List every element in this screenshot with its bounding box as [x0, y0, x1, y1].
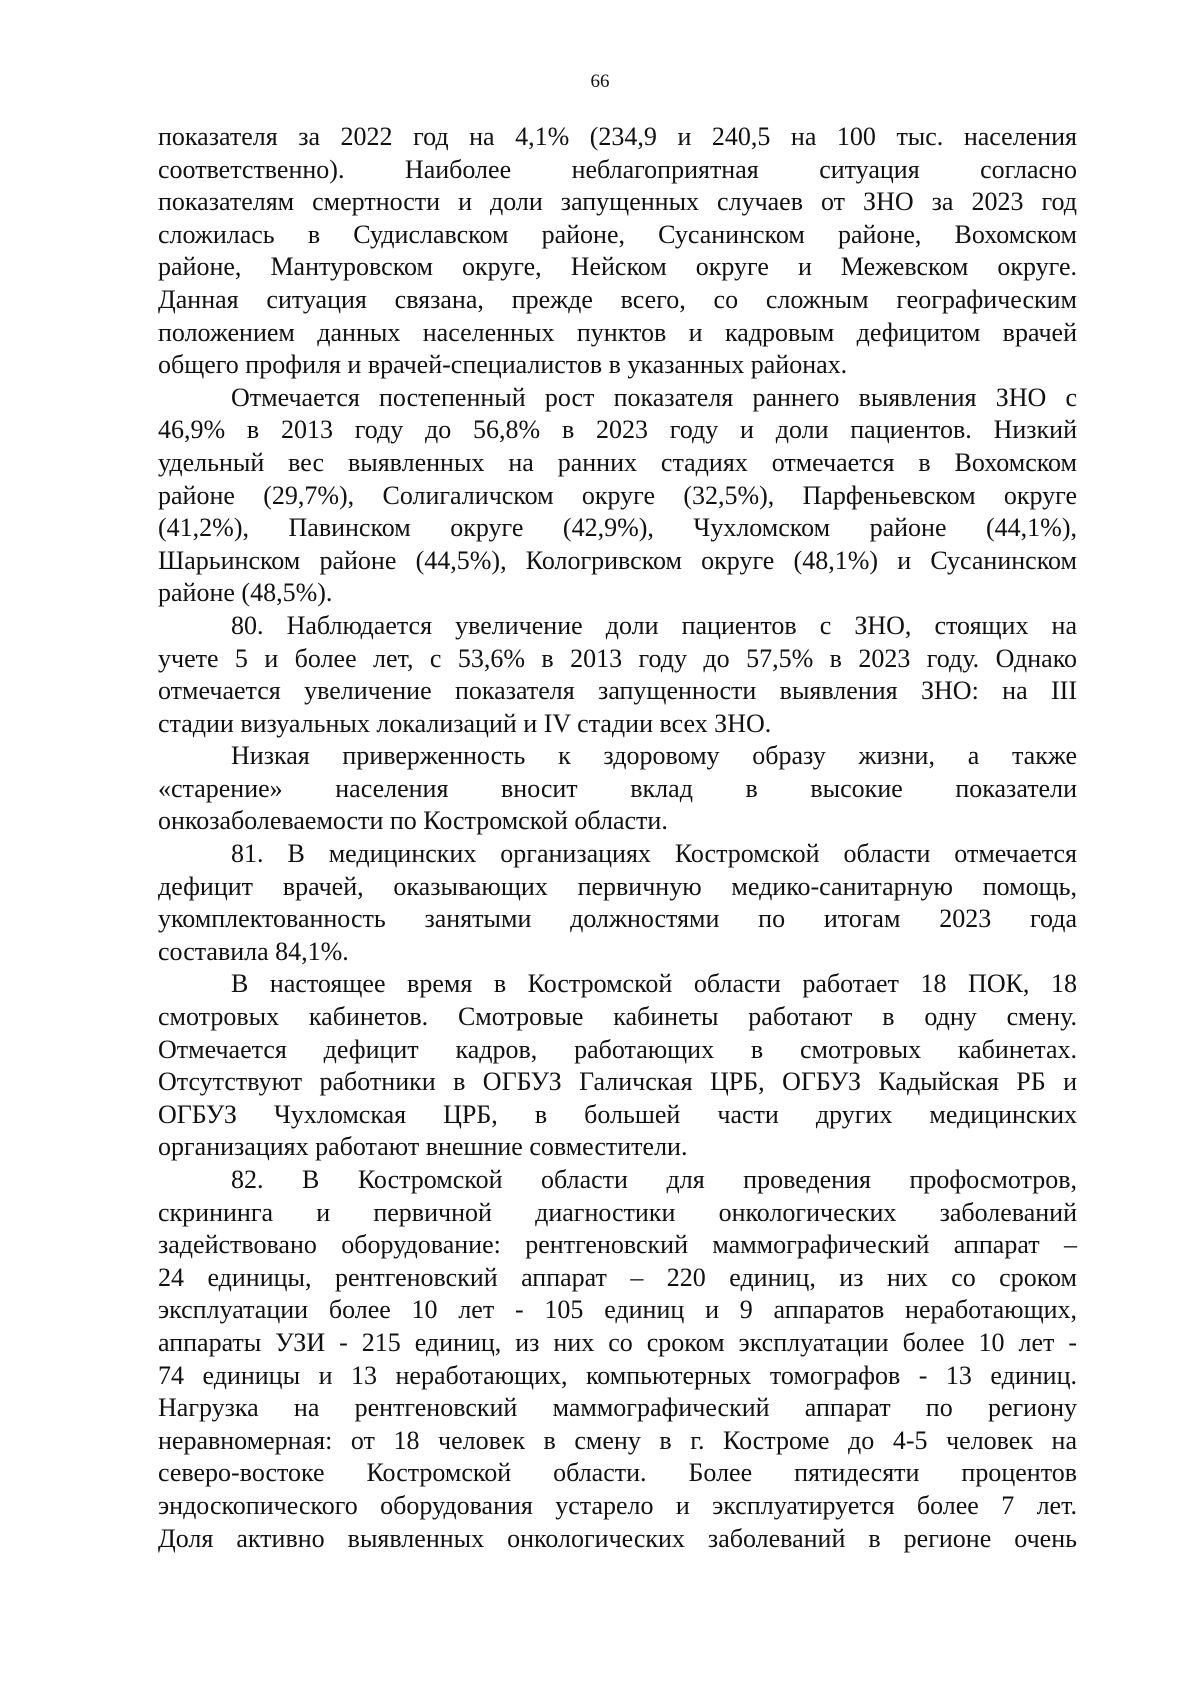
text-line: показателя за 2022 год на 4,1% (234,9 и 240,5 на 100 тыс. населения [158, 122, 1077, 151]
text-line: общего профиля и врачей-специалистов в указанных районах. [158, 350, 848, 380]
text-line: 82. В Костромской области для проведения профосмотров, [231, 1165, 1077, 1194]
text-line: эндоскопического оборудования устарело и эксплуатируется более 7 лет. [158, 1490, 1077, 1520]
text-line: аппараты УЗИ - 215 единиц, из них со сроком эксплуатации более 10 лет - [158, 1327, 1077, 1357]
text-line: составила 84,1%. [158, 936, 349, 966]
text-line: районе (48,5%). [158, 578, 333, 608]
text-line: Низкая приверженность к здоровому образу жизни, а также [231, 741, 1077, 771]
text-line: районе, Мантуровском округе, Нейском округе и Межевском округе. [158, 252, 1077, 282]
body-text [158, 121, 1077, 1555]
text-line: удельный вес выявленных на ранних стадиях отмечается в Вохомском [158, 447, 1077, 477]
text-line: 74 единицы и 13 неработающих, компьютерных томографов - 13 единиц. [158, 1360, 1077, 1390]
text-line: положением данных населенных пунктов и кадровым дефицитом врачей [158, 317, 1077, 347]
text-line: отмечается увеличение показателя запущенности выявления ЗНО: на III [158, 676, 1077, 706]
text-line: укомплектованность занятыми должностями по итогам 2023 года [158, 904, 1077, 934]
text-line: (41,2%), Павинском округе (42,9%), Чухломском районе (44,1%), [158, 513, 1077, 543]
text-line: смотровых кабинетов. Смотровые кабинеты работают в одну смену. [158, 1002, 1077, 1032]
text-line: неравномерная: от 18 человек в смену в г. Костроме до 4-5 человек на [158, 1425, 1077, 1455]
text-line: учете 5 и более лет, с 53,6% в 2013 году до 57,5% в 2023 году. Однако [158, 643, 1077, 673]
text-line: онкозаболеваемости по Костромской области. [158, 806, 668, 836]
text-line: задействовано оборудование: рентгеновский маммографический аппарат – [158, 1230, 1077, 1260]
text-line: Данная ситуация связана, прежде всего, со сложным географическим [158, 284, 1077, 314]
text-line: ОГБУЗ Чухломская ЦРБ, в большей части других медицинских [158, 1099, 1077, 1129]
text-line: соответственно). Наиболее неблагоприятная ситуация согласно [158, 154, 1077, 184]
text-line: скрининга и первичной диагностики онкологических заболеваний [158, 1197, 1077, 1227]
text-line: эксплуатации более 10 лет - 105 единиц и 9 аппаратов неработающих, [158, 1295, 1077, 1325]
text-line: 81. В медицинских организациях Костромской области отмечается [231, 839, 1077, 869]
text-line: организациях работают внешние совместители. [158, 1132, 688, 1162]
text-line: Отмечается дефицит кадров, работающих в смотровых кабинетах. [158, 1034, 1077, 1064]
text-line: Отмечается постепенный рост показателя раннего выявления ЗНО с [231, 382, 1077, 412]
text-line: «старение» населения вносит вклад в высокие показатели [158, 773, 1077, 803]
text-line: 80. Наблюдается увеличение доли пациентов с ЗНО, стоящих на [231, 610, 1077, 640]
text-line: Шарьинском районе (44,5%), Кологривском округе (48,1%) и Сусанинском [158, 545, 1077, 575]
text-line: дефицит врачей, оказывающих первичную медико-санитарную помощь, [158, 871, 1077, 901]
page-number: 66 [590, 71, 610, 92]
text-line: Отсутствуют работники в ОГБУЗ Галичская ЦРБ, ОГБУЗ Кадыйская РБ и [158, 1067, 1077, 1097]
text-line: районе (29,7%), Солигаличском округе (32,5%), Парфеньевском округе [158, 480, 1077, 510]
text-line: Нагрузка на рентгеновский маммографический аппарат по региону [158, 1393, 1077, 1423]
text-line: стадии визуальных локализаций и IV стадии всех ЗНО. [158, 708, 772, 738]
text-line: Доля активно выявленных онкологических заболеваний в регионе очень [158, 1523, 1077, 1553]
text-line: 24 единицы, рентгеновский аппарат – 220 единиц, из них со сроком [158, 1262, 1077, 1292]
text-line: В настоящее время в Костромской области работает 18 ПОК, 18 [231, 969, 1077, 999]
text-line: северо-востоке Костромской области. Более пятидесяти процентов [158, 1458, 1077, 1488]
text-line: 46,9% в 2013 году до 56,8% в 2023 году и доли пациентов. Низкий [158, 415, 1077, 445]
text-line: сложилась в Судиславском районе, Сусанинском районе, Вохомском [158, 219, 1077, 249]
text-line: показателям смертности и доли запущенных случаев от ЗНО за 2023 год [158, 187, 1077, 217]
